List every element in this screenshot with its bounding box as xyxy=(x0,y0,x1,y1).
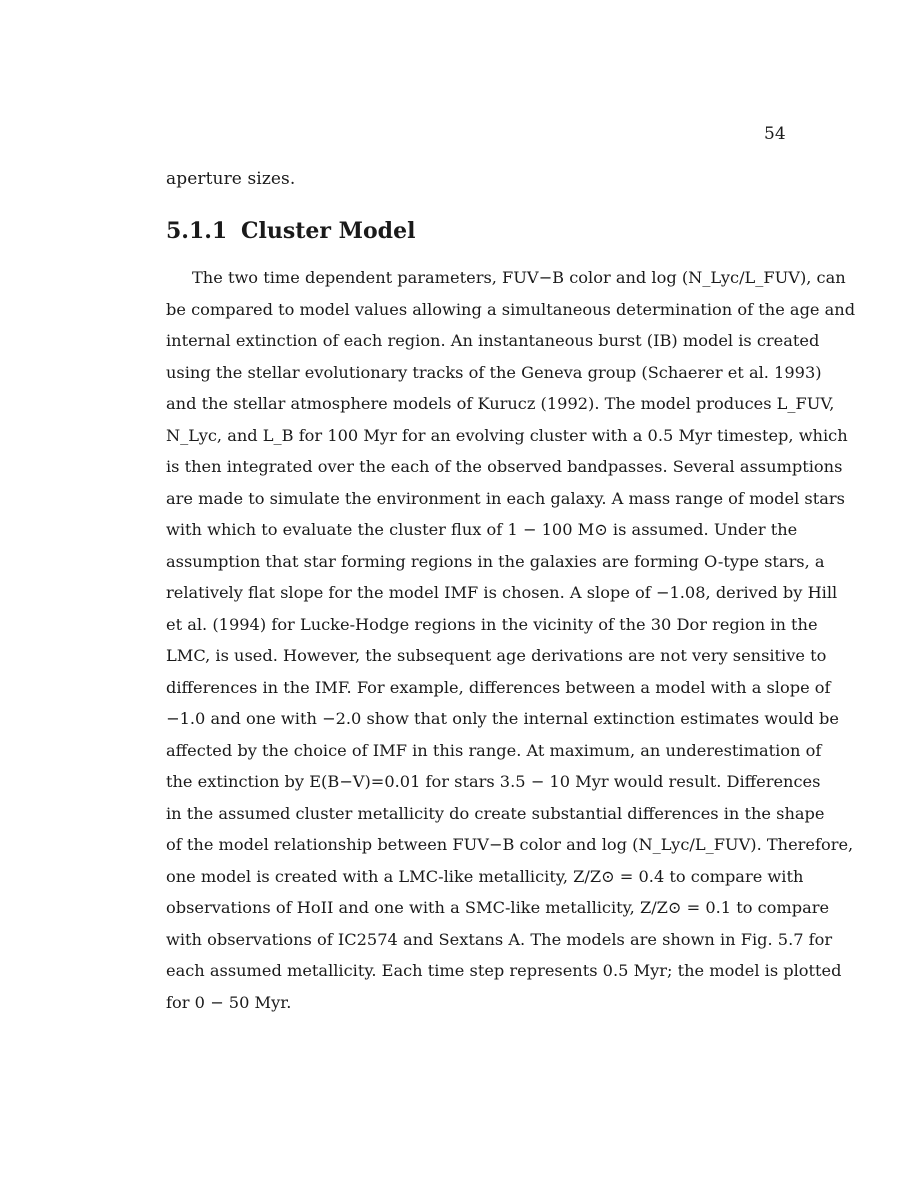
section-number: 5.1.1 xyxy=(166,218,228,244)
paragraph-line: are made to simulate the environment in each galaxy. A mass range of model stars xyxy=(166,488,845,508)
paragraph-line: and the stellar atmosphere models of Kurucz (1992). The model produces L_FUV, xyxy=(166,394,835,413)
paragraph-line: internal extinction of each region. An instantaneous burst (IB) model is created xyxy=(166,331,820,350)
section-title: Cluster Model xyxy=(241,218,416,244)
paragraph-line: using the stellar evolutionary tracks of the Geneva group (Schaerer et al. 1993) xyxy=(166,362,822,382)
continuation-text: aperture sizes. xyxy=(166,169,296,189)
paragraph-line: differences in the IMF. For example, differences between a model with a slope of xyxy=(166,677,831,697)
paragraph-line: et al. (1994) for Lucke-Hodge regions in the vicinity of the 30 Dor region in the xyxy=(166,614,818,634)
paragraph-line: of the model relationship between FUV−B color and log (N_Lyc/L_FUV). Therefore, xyxy=(166,835,854,854)
paragraph-line: for 0 − 50 Myr. xyxy=(166,992,292,1012)
page-number: 54 xyxy=(764,124,786,144)
paragraph-line: The two time dependent parameters, FUV−B color and log (N_Lyc/L_FUV), can xyxy=(192,268,846,287)
paragraph-line: N_Lyc, and L_B for 100 Myr for an evolving cluster with a 0.5 Myr timestep, which xyxy=(166,425,848,445)
paragraph-line: one model is created with a LMC-like metallicity, Z/Z⊙ = 0.4 to compare with xyxy=(166,866,804,886)
paragraph-line: assumption that star forming regions in the galaxies are forming O-type stars, a xyxy=(166,551,825,571)
paragraph-line: each assumed metallicity. Each time step represents 0.5 Myr; the model is plotted xyxy=(166,961,842,980)
paragraph-line: relatively flat slope for the model IMF is chosen. A slope of −1.08, derived by Hill xyxy=(166,583,838,602)
paragraph-line: in the assumed cluster metallicity do create substantial differences in the shape xyxy=(166,803,825,823)
paragraph-line: is then integrated over the each of the observed bandpasses. Several assumptions xyxy=(166,457,843,476)
paragraph-line: with observations of IC2574 and Sextans A. The models are shown in Fig. 5.7 for xyxy=(166,929,833,949)
paragraph-line: with which to evaluate the cluster flux of 1 − 100 M⊙ is assumed. Under the xyxy=(166,520,798,539)
section-heading xyxy=(166,218,415,244)
paragraph-line: observations of HoII and one with a SMC-like metallicity, Z/Z⊙ = 0.1 to compare xyxy=(166,898,830,917)
paragraph-line: LMC, is used. However, the subsequent age derivations are not very sensitive to xyxy=(166,646,827,665)
paragraph-line: affected by the choice of IMF in this range. At maximum, an underestimation of xyxy=(166,740,822,760)
body-paragraph xyxy=(166,262,856,1018)
paragraph-line: the extinction by E(B−V)=0.01 for stars 3.5 − 10 Myr would result. Differences xyxy=(166,772,821,791)
paragraph-line: −1.0 and one with −2.0 show that only the internal extinction estimates would be xyxy=(166,709,839,728)
paragraph-line: be compared to model values allowing a simultaneous determination of the age and xyxy=(166,299,856,319)
